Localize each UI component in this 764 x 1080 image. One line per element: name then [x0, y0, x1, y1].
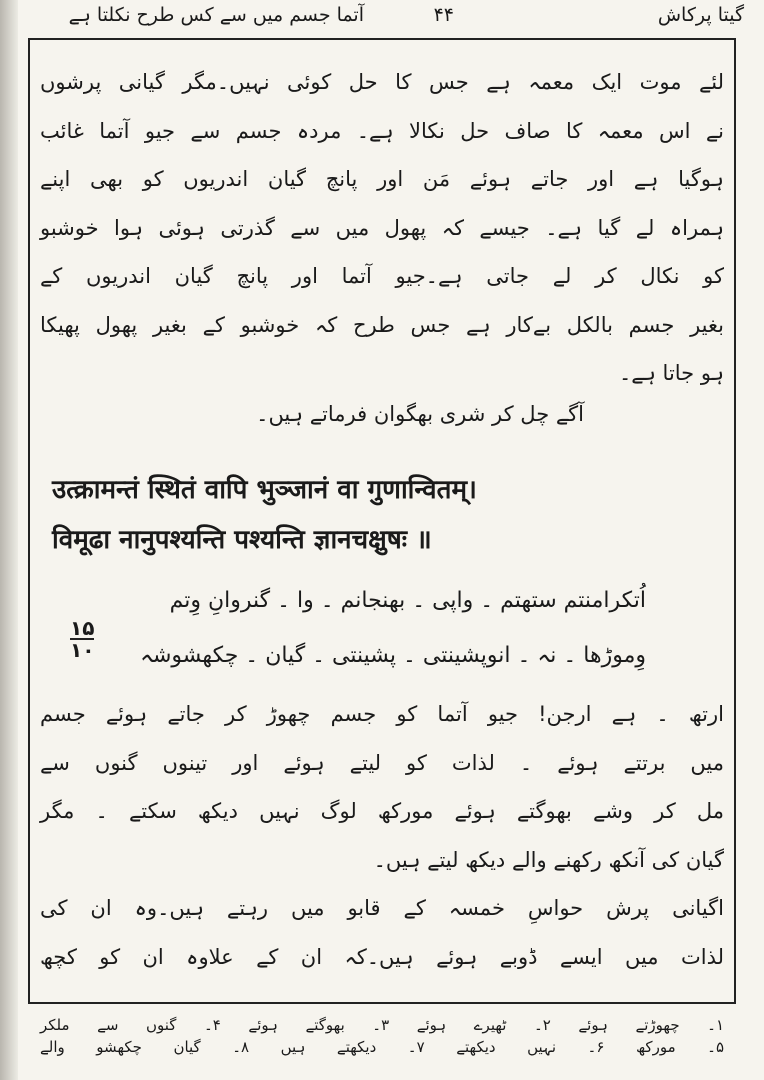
footnote-row: ۵۔ مورکھ ۶۔ نہیں دیکھتے ۷۔ دیکھتے ہیں ۸۔ گیان چکھشو والے	[40, 1038, 724, 1056]
sanskrit-verse-line-2: विमूढा नानुपश्यन्ति पश्यन्ति ज्ञानचक्षुषः ॥	[52, 525, 432, 555]
text-line: بغیر جسم بالکل بےکار ہے جس طرح کہ خوشبو کے بغیر پھول پھیکا	[40, 312, 724, 337]
text-line: گیان کی آنکھ رکھنے والے دیکھ لیتے ہیں۔	[373, 847, 724, 872]
paragraph-1	[40, 58, 724, 398]
footnote-row: ۱۔ چھوڑتے ہوئے ۲۔ ٹھیرے ہوئے ۳۔ بھوگتے ہوئے ۴۔ گنوں سے ملکر	[40, 1016, 724, 1034]
page-header	[40, 0, 744, 38]
verse-intro: آگے چل کر شری بھگوان فرماتے ہیں۔	[256, 402, 584, 426]
transliteration-line-2: وِموڑھا ۔ نہ ۔ انوپشینتی ۔ پشینتی ۔ گیان ۔ چکھشوشہ	[140, 643, 646, 668]
sanskrit-verse-line-1: उत्क्रामन्तं स्थितं वापि भुञ्जानं वा गुणान्वितम्।	[52, 475, 477, 505]
running-head: آتما جسم میں سے کس طرح نکلتا ہے	[68, 4, 364, 26]
text-line: ہوگیا ہے اور جاتے ہوئے مَن اور پانچ گیان اندریوں کو بھی اپنے	[40, 167, 724, 191]
page-binding-shadow	[0, 0, 18, 1080]
text-line: میں برتتے ہوئے ۔ لذات کو لیتے ہوئے اور تینوں گنوں سے	[40, 750, 724, 775]
transliteration-line-1: اُتکرامنتم ستھتم ۔ واپی ۔ بھنجانم ۔ وا ۔ گنروانِ وِتم	[169, 588, 646, 613]
text-line: کو نکال کر لے جاتی ہے۔جیو آتما اور پانچ گیان اندریوں کے	[40, 264, 724, 288]
text-line: ہو جاتا ہے۔	[618, 361, 724, 385]
text-line: مل کر وشے بھوگتے ہوئے مورکھ لوگ نہیں دیکھ سکتے ۔ مگر	[40, 799, 724, 823]
text-line: لئے موت ایک معمہ ہے جس کا حل کوئی نہیں۔مگر گیانی پرشوں	[40, 70, 724, 94]
footnotes	[40, 1014, 724, 1058]
text-line: اگیانی پرش حواسِ خمسہ کے قابو میں رہتے ہیں۔وہ ان کی	[40, 896, 724, 920]
text-line: لذات میں ایسے ڈوبے ہوئے ہیں۔کہ ان کے علاوہ ان کو کچھ	[40, 944, 724, 969]
text-line: نے اس معمہ کا صاف حل نکالا ہے۔ مردہ جسم سے جیو آتما غائب	[40, 118, 724, 143]
text-line: ارتھ ۔ ہے ارجن! جیو آتما کو جسم چھوڑ کر جاتے ہوئے جسم	[40, 702, 724, 726]
paragraph-2	[40, 690, 724, 981]
book-title: گیتا پرکاش	[657, 4, 744, 26]
text-line: ہمراہ لے گیا ہے۔ جیسے کہ پھول میں سے گذرتی ہوئی ہوا خوشبو	[40, 215, 724, 240]
verse-number: ۱۵ ۱۰	[70, 616, 95, 662]
page-number: ۴۴	[433, 4, 454, 26]
